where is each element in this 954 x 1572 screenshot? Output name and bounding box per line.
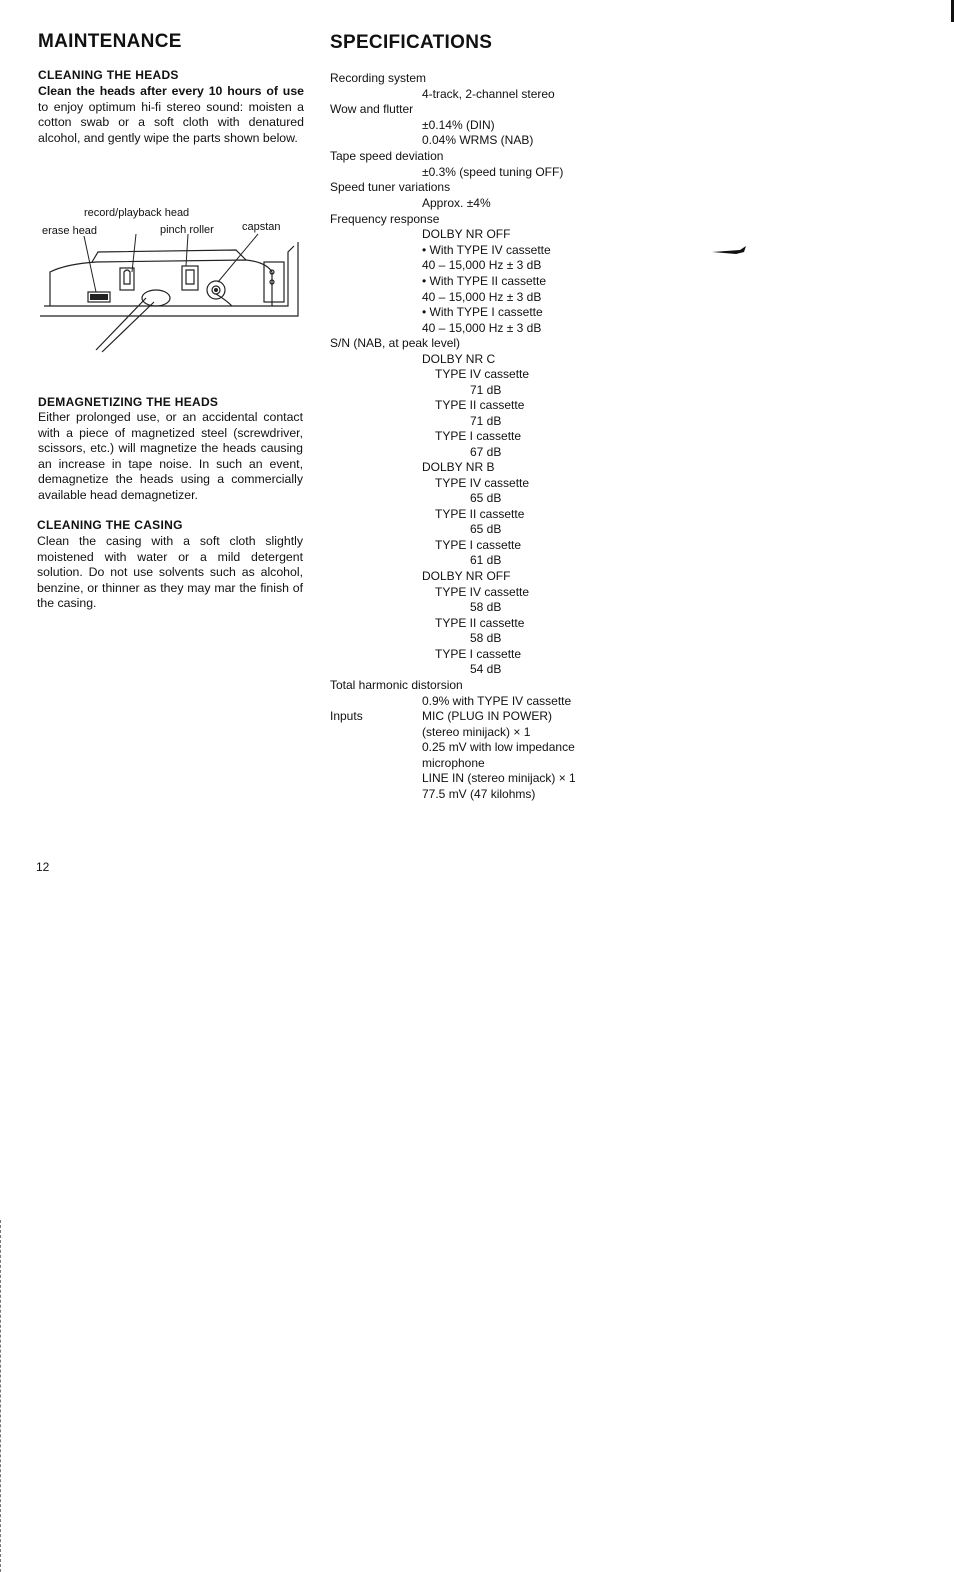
scan-edge-line [0,1220,2,1572]
cleaning-casing-heading: CLEANING THE CASING [37,518,183,532]
label-capstan: capstan [242,221,281,233]
spec-mode: DOLBY NR B [422,460,495,474]
spec-label: S/N (NAB, at peak level) [330,336,461,350]
spec-type: TYPE IV cassette [435,476,530,490]
cleaning-heads-heading: CLEANING THE HEADS [38,68,179,82]
spec-label: Frequency response [330,212,440,226]
cleaning-heads-text [38,84,304,146]
spec-type: TYPE II cassette [435,507,525,521]
spec-value: 58 dB [470,600,502,614]
spec-type: • With TYPE II cassette [422,274,547,288]
spec-value: 0.04% WRMS (NAB) [422,133,534,147]
cleaning-heads-body: to enjoy optimum hi-fi stereo sound: moisten a cotton swab or a soft cloth with denatured alcohol, and gently wipe the parts shown below. [38,99,304,145]
spec-value: 40 – 15,000 Hz ± 3 dB [422,290,542,304]
spec-value: 71 dB [470,383,502,397]
label-erase-head: erase head [42,225,98,237]
head-cleaning-diagram [36,232,304,354]
spec-value: 54 dB [470,662,502,676]
spec-mode: DOLBY NR OFF [422,569,511,583]
spec-type: TYPE I cassette [435,538,522,552]
spec-label: Wow and flutter [330,102,414,116]
spec-type: TYPE II cassette [435,616,525,630]
label-pinch-roller: pinch roller [160,224,214,236]
demagnetizing-heading: DEMAGNETIZING THE HEADS [38,395,219,409]
spec-value: 65 dB [470,522,502,536]
spec-value: ±0.3% (speed tuning OFF) [422,165,564,179]
spec-label: Total harmonic distorsion [330,678,463,692]
spec-value: 4-track, 2-channel stereo [422,87,555,101]
spec-value: 40 – 15,000 Hz ± 3 dB [422,258,542,272]
spec-type: TYPE IV cassette [435,585,530,599]
spec-label: Speed tuner variations [330,180,451,194]
spec-type: TYPE I cassette [435,647,522,661]
spec-type: TYPE IV cassette [435,367,530,381]
spec-value: microphone [422,756,485,770]
spec-value: MIC (PLUG IN POWER) [422,709,553,723]
spec-value: 71 dB [470,414,502,428]
spec-label: Inputs [330,709,363,723]
spec-value: LINE IN (stereo minijack) × 1 [422,771,576,785]
spec-label: Tape speed deviation [330,149,444,163]
spec-value: 58 dB [470,631,502,645]
spec-type: TYPE II cassette [435,398,525,412]
label-record-head: record/playback head [84,207,190,219]
demagnetizing-body: Either prolonged use, or an accidental contact with a piece of magnetized steel (screwdriver, scissors, etc.) will magnetize the heads causing an increase in tape noise. In such an event, demagnetize the heads using a commercially available head demagnetizer. [38,410,303,502]
spec-value: 0.25 mV with low impedance [422,740,575,754]
scan-smudge-mark [710,242,750,258]
spec-value: 67 dB [470,445,502,459]
spec-value: Approx. ±4% [422,196,491,210]
spec-value: 61 dB [470,553,502,567]
cleaning-casing-body: Clean the casing with a soft cloth slightly moistened with water or a mild detergent solution. Do not use solvents such as alcohol, benzine, or thinner as they may mar the finish of the casing. [37,534,303,611]
spec-value: ±0.14% (DIN) [422,118,495,132]
spec-value: (stereo minijack) × 1 [422,725,531,739]
spec-mode: DOLBY NR OFF [422,227,511,241]
spec-value: 0.9% with TYPE IV cassette [422,694,572,708]
cleaning-heads-lead: Clean the heads after every 10 hours of use [38,84,304,98]
spec-type: TYPE I cassette [435,429,522,443]
spec-label: Recording system [330,71,427,85]
specifications-title: SPECIFICATIONS [330,32,493,53]
page-number: 12 [36,860,50,874]
spec-type: • With TYPE IV cassette [422,243,551,257]
spec-value: 40 – 15,000 Hz ± 3 dB [422,321,542,335]
spec-value: 65 dB [470,491,502,505]
spec-mode: DOLBY NR C [422,352,496,366]
maintenance-title: MAINTENANCE [38,31,182,52]
spec-type: • With TYPE I cassette [422,305,543,319]
spec-value: 77.5 mV (47 kilohms) [422,787,536,801]
